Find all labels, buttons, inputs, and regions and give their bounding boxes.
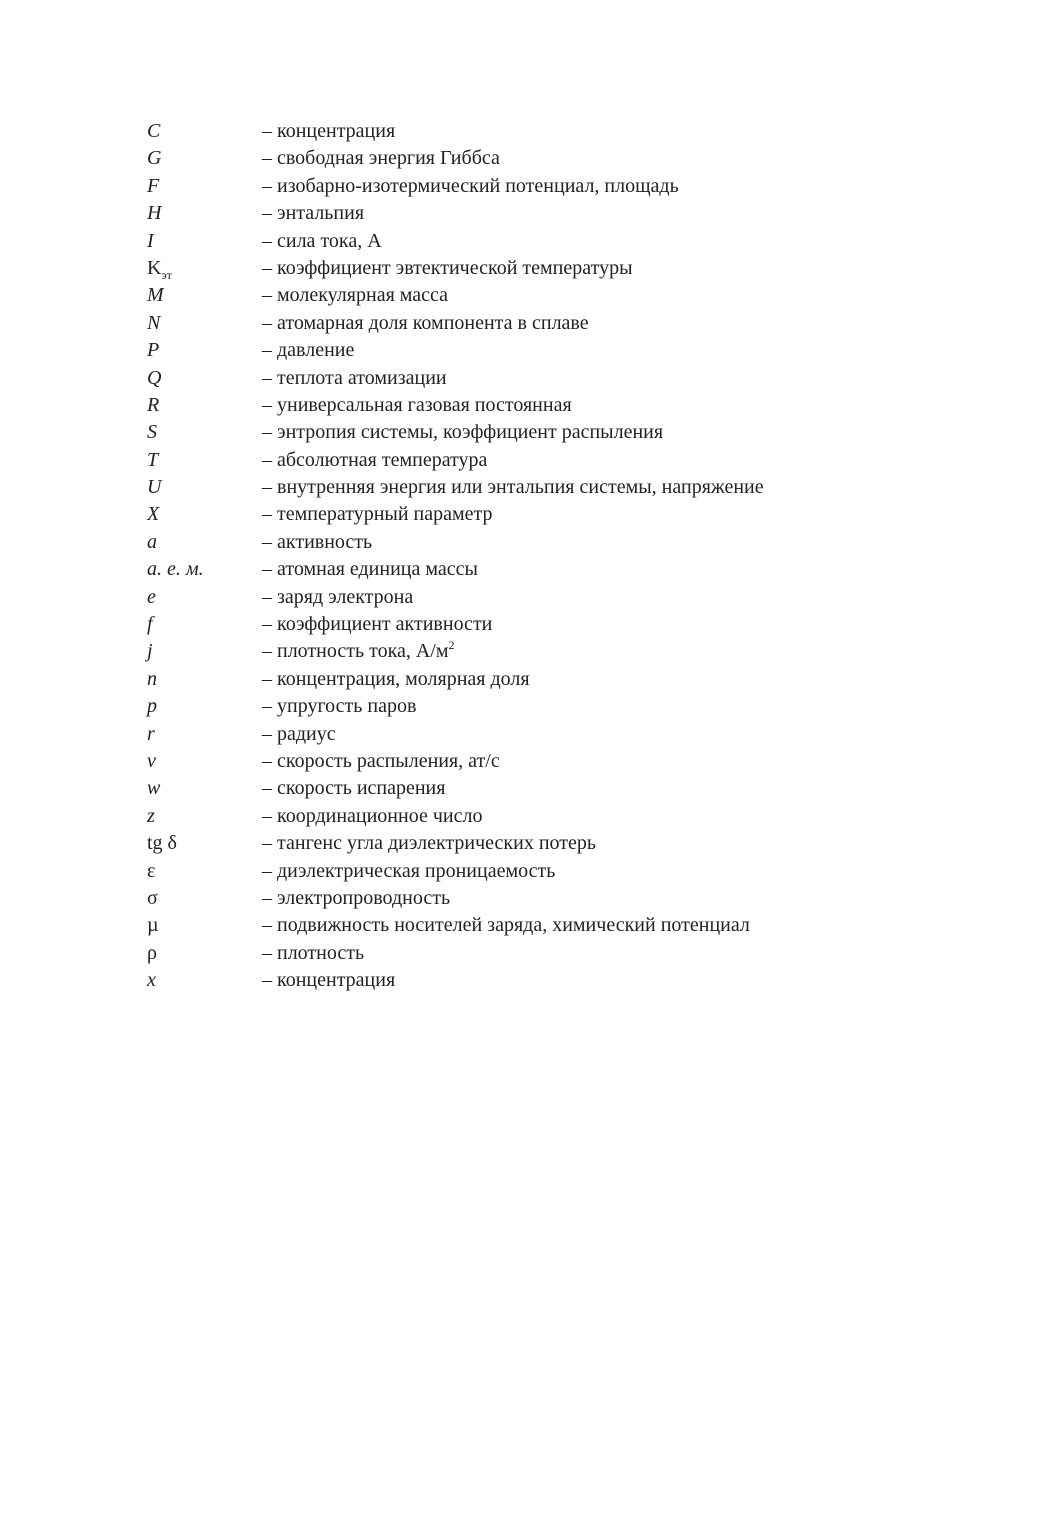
symbol-main: K <box>147 256 162 279</box>
symbol: I <box>147 229 154 252</box>
definition: – теплота атомизации <box>262 366 447 389</box>
symbol: G <box>147 147 162 170</box>
symbol: n <box>147 667 157 690</box>
definition-superscript: 2 <box>448 638 455 653</box>
symbol: а. е. м. <box>147 558 204 581</box>
symbol: z <box>147 804 155 827</box>
symbol: w <box>147 777 161 800</box>
symbol-row <box>147 830 764 857</box>
symbol-row <box>147 200 764 227</box>
definition: – энтропия системы, коэффициент распыления <box>262 421 664 444</box>
symbol-row <box>147 228 764 255</box>
symbol-row <box>147 721 764 748</box>
symbol-row <box>147 803 764 830</box>
definition: – концентрация, молярная доля <box>262 667 530 690</box>
definition: – скорость испарения <box>262 777 446 800</box>
definition: – радиус <box>262 722 336 745</box>
symbol-row <box>147 337 764 364</box>
symbol: M <box>147 284 164 307</box>
symbol: a <box>147 530 157 553</box>
symbol-row <box>147 145 764 172</box>
symbol-with-subscript <box>147 255 262 284</box>
symbol: σ <box>147 886 158 909</box>
definition: – энтальпия <box>262 202 365 225</box>
definition: – коэффициент эвтектической температуры <box>262 256 633 279</box>
definition: – концентрация <box>262 120 396 142</box>
symbol-row <box>147 912 764 939</box>
definition: – электропроводность <box>262 886 451 909</box>
definition: – атомарная доля компонента в сплаве <box>262 311 589 334</box>
symbol-list <box>147 118 764 995</box>
symbol: T <box>147 448 159 471</box>
symbol: C <box>147 120 161 142</box>
definition: – внутренняя энергия или энтальпия системы, напряжение <box>262 476 764 499</box>
symbol-row <box>147 392 764 419</box>
definition: – сила тока, А <box>262 229 382 252</box>
symbol: e <box>147 585 156 608</box>
symbol: x <box>147 969 156 992</box>
definition: – координационное число <box>262 804 483 827</box>
symbol: U <box>147 476 162 499</box>
symbol-row <box>147 584 764 611</box>
symbol: F <box>147 174 160 197</box>
definition: – тангенс угла диэлектрических потерь <box>262 832 597 855</box>
symbol-row <box>147 474 764 501</box>
symbol-row <box>147 611 764 638</box>
symbol: S <box>147 421 157 444</box>
symbol-row <box>147 529 764 556</box>
symbol-row <box>147 419 764 446</box>
symbol: ρ <box>147 941 157 964</box>
symbol-row <box>147 310 764 337</box>
definition: – заряд электрона <box>262 585 414 608</box>
symbol-row <box>147 447 764 474</box>
symbol: µ <box>147 914 159 937</box>
symbol-row <box>147 501 764 528</box>
definition: – молекулярная масса <box>262 284 449 307</box>
symbol-row <box>147 858 764 885</box>
symbol-row <box>147 775 764 802</box>
definition: – температурный параметр <box>262 503 493 526</box>
definition-text: – плотность тока, А/м <box>262 640 449 663</box>
symbol: H <box>147 202 162 225</box>
definition: – диэлектрическая проницаемость <box>262 859 556 882</box>
symbol: X <box>147 503 160 526</box>
definition: – атомная единица массы <box>262 558 478 581</box>
symbol-row <box>147 748 764 775</box>
definition: – скорость распыления, ат/с <box>262 749 500 772</box>
symbol-row <box>147 666 764 693</box>
symbol-row <box>147 365 764 392</box>
definition: – универсальная газовая постоянная <box>262 393 572 416</box>
symbol: Q <box>147 366 162 389</box>
symbol-row <box>147 118 764 145</box>
definition-with-superscript <box>262 638 455 667</box>
definition: – плотность <box>262 941 365 964</box>
symbol: ε <box>147 859 156 882</box>
definition: – подвижность носителей заряда, химический потенциал <box>262 914 750 937</box>
symbol-row <box>147 173 764 200</box>
definition: – абсолютная температура <box>262 448 488 471</box>
symbol-row <box>147 255 764 282</box>
symbol-row <box>147 885 764 912</box>
definition: – изобарно-изотермический потенциал, площадь <box>262 174 679 197</box>
symbol: f <box>147 613 153 636</box>
definition: – давление <box>262 339 355 362</box>
symbol-subscript: эт <box>161 267 172 282</box>
symbol: tg δ <box>147 832 177 855</box>
symbol: j <box>147 640 153 663</box>
definition: – активность <box>262 530 373 553</box>
symbol: R <box>147 393 160 416</box>
symbol-row <box>147 940 764 967</box>
symbol: r <box>147 722 155 745</box>
symbol-row <box>147 556 764 583</box>
symbol-row <box>147 967 764 994</box>
symbol: P <box>147 339 160 362</box>
symbol: v <box>147 749 156 772</box>
definition: – концентрация <box>262 969 396 992</box>
symbol: N <box>147 311 161 334</box>
definition: – коэффициент активности <box>262 613 493 636</box>
symbol: p <box>147 695 157 718</box>
definition: – упругость паров <box>262 695 417 718</box>
symbol-row <box>147 638 764 665</box>
symbol-row <box>147 282 764 309</box>
definition: – свободная энергия Гиббса <box>262 147 500 170</box>
symbol-row <box>147 693 764 720</box>
